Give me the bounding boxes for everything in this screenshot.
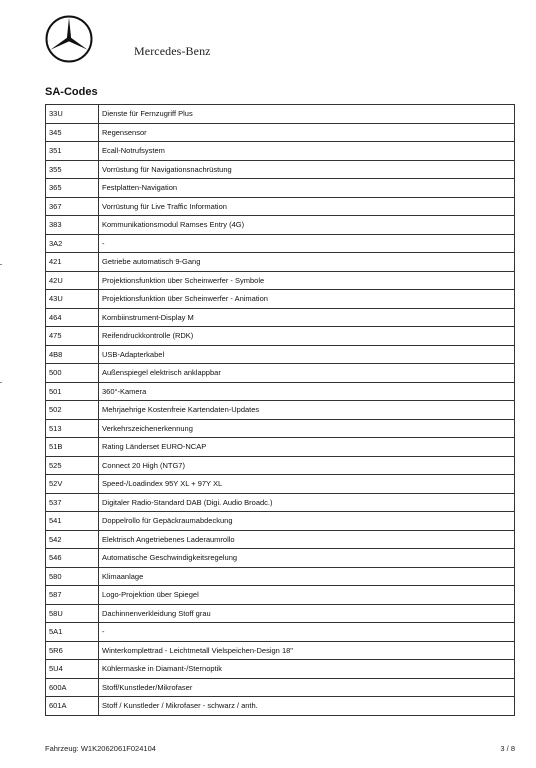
sa-description-cell: Rating Länderset EURO-NCAP [99, 438, 515, 457]
table-row [46, 549, 515, 568]
sa-description-cell: Speed-/Loadindex 95Y XL + 97Y XL [99, 475, 515, 494]
sa-description-cell: Elektrisch Angetriebenes Laderaumrollo [99, 530, 515, 549]
sa-code-cell: 5R6 [46, 641, 99, 660]
sa-code-cell: 502 [46, 401, 99, 420]
sa-description-cell: Winterkomplettrad - Leichtmetall Vielspeichen-Design 18" [99, 641, 515, 660]
sa-description-cell: USB-Adapterkabel [99, 345, 515, 364]
sa-code-cell: 501 [46, 382, 99, 401]
table-row [46, 512, 515, 531]
table-row [46, 142, 515, 161]
page-number: 3 / 8 [500, 744, 515, 753]
sa-description-cell: Vorrüstung für Live Traffic Information [99, 197, 515, 216]
table-row [46, 308, 515, 327]
table-row [46, 604, 515, 623]
table-row [46, 160, 515, 179]
table-row [46, 382, 515, 401]
sa-description-cell: Dachinnenverkleidung Stoff grau [99, 604, 515, 623]
sa-description-cell: Projektionsfunktion über Scheinwerfer - Animation [99, 290, 515, 309]
sa-code-cell: 51B [46, 438, 99, 457]
sa-description-cell: - [99, 234, 515, 253]
margin-mark [0, 264, 2, 265]
table-row [46, 364, 515, 383]
table-row [46, 697, 515, 716]
sa-description-cell: Klimaanlage [99, 567, 515, 586]
brand-name: Mercedes-Benz [134, 44, 211, 58]
sa-description-cell: Automatische Geschwindigkeitsregelung [99, 549, 515, 568]
sa-code-cell: 464 [46, 308, 99, 327]
sa-description-cell: Dienste für Fernzugriff Plus [99, 105, 515, 124]
sa-code-cell: 345 [46, 123, 99, 142]
sa-description-cell: Kühlermaske in Diamant-/Sternoptik [99, 660, 515, 679]
sa-description-cell: Doppelrollo für Gepäckraumabdeckung [99, 512, 515, 531]
sa-description-cell: Verkehrszeichenerkennung [99, 419, 515, 438]
sa-code-cell: 52V [46, 475, 99, 494]
table-row [46, 438, 515, 457]
sa-code-cell: 355 [46, 160, 99, 179]
sa-description-cell: Reifendruckkontrolle (RDK) [99, 327, 515, 346]
sa-description-cell: Ecall-Notrufsystem [99, 142, 515, 161]
table-row [46, 678, 515, 697]
sa-code-cell: 541 [46, 512, 99, 531]
sa-code-cell: 33U [46, 105, 99, 124]
sa-description-cell: Projektionsfunktion über Scheinwerfer - Symbole [99, 271, 515, 290]
sa-code-cell: 542 [46, 530, 99, 549]
sa-codes-table-body [46, 105, 515, 716]
sa-code-cell: 365 [46, 179, 99, 198]
table-row [46, 179, 515, 198]
sa-description-cell: Festplatten-Navigation [99, 179, 515, 198]
sa-code-cell: 587 [46, 586, 99, 605]
sa-code-cell: 546 [46, 549, 99, 568]
table-row [46, 253, 515, 272]
sa-code-cell: 537 [46, 493, 99, 512]
sa-code-cell: 5U4 [46, 660, 99, 679]
table-row [46, 197, 515, 216]
table-row [46, 216, 515, 235]
sa-description-cell: 360°-Kamera [99, 382, 515, 401]
sa-description-cell: Connect 20 High (NTG7) [99, 456, 515, 475]
table-row [46, 641, 515, 660]
table-row [46, 456, 515, 475]
sa-description-cell: Kombiinstrument-Display M [99, 308, 515, 327]
sa-description-cell: Vorrüstung für Navigationsnachrüstung [99, 160, 515, 179]
sa-code-cell: 580 [46, 567, 99, 586]
table-row [46, 123, 515, 142]
sa-description-cell: Stoff / Kunstleder / Mikrofaser - schwarz / anth. [99, 697, 515, 716]
sa-description-cell: Stoff/Kunstleder/Mikrofaser [99, 678, 515, 697]
sa-description-cell: Regensensor [99, 123, 515, 142]
table-row [46, 567, 515, 586]
table-row [46, 290, 515, 309]
sa-description-cell: Getriebe automatisch 9-Gang [99, 253, 515, 272]
table-row [46, 105, 515, 124]
table-row [46, 234, 515, 253]
sa-code-cell: 475 [46, 327, 99, 346]
table-row [46, 401, 515, 420]
sa-description-cell: Digitaler Radio-Standard DAB (Digi. Audio Broadc.) [99, 493, 515, 512]
sa-code-cell: 367 [46, 197, 99, 216]
table-row [46, 586, 515, 605]
vehicle-id-footer: Fahrzeug: W1K2062061F024104 [45, 744, 156, 753]
margin-mark [0, 382, 2, 383]
sa-description-cell: - [99, 623, 515, 642]
sa-code-cell: 383 [46, 216, 99, 235]
table-row [46, 623, 515, 642]
sa-code-cell: 513 [46, 419, 99, 438]
sa-description-cell: Außenspiegel elektrisch anklappbar [99, 364, 515, 383]
sa-code-cell: 525 [46, 456, 99, 475]
sa-code-cell: 42U [46, 271, 99, 290]
table-row [46, 419, 515, 438]
sa-code-cell: 43U [46, 290, 99, 309]
table-row [46, 345, 515, 364]
sa-description-cell: Mehrjaehrige Kostenfreie Kartendaten-Updates [99, 401, 515, 420]
table-row [46, 475, 515, 494]
section-title: SA-Codes [45, 86, 98, 98]
mercedes-star-icon [45, 15, 93, 63]
table-row [46, 660, 515, 679]
table-row [46, 271, 515, 290]
sa-code-cell: 600A [46, 678, 99, 697]
sa-code-cell: 5A1 [46, 623, 99, 642]
sa-code-cell: 500 [46, 364, 99, 383]
sa-code-cell: 4B8 [46, 345, 99, 364]
sa-code-cell: 58U [46, 604, 99, 623]
table-row [46, 327, 515, 346]
sa-codes-table [45, 104, 515, 716]
sa-code-cell: 3A2 [46, 234, 99, 253]
sa-code-cell: 601A [46, 697, 99, 716]
sa-code-cell: 351 [46, 142, 99, 161]
table-row [46, 493, 515, 512]
sa-description-cell: Kommunikationsmodul Ramses Entry (4G) [99, 216, 515, 235]
table-row [46, 530, 515, 549]
sa-description-cell: Logo-Projektion über Spiegel [99, 586, 515, 605]
sa-code-cell: 421 [46, 253, 99, 272]
